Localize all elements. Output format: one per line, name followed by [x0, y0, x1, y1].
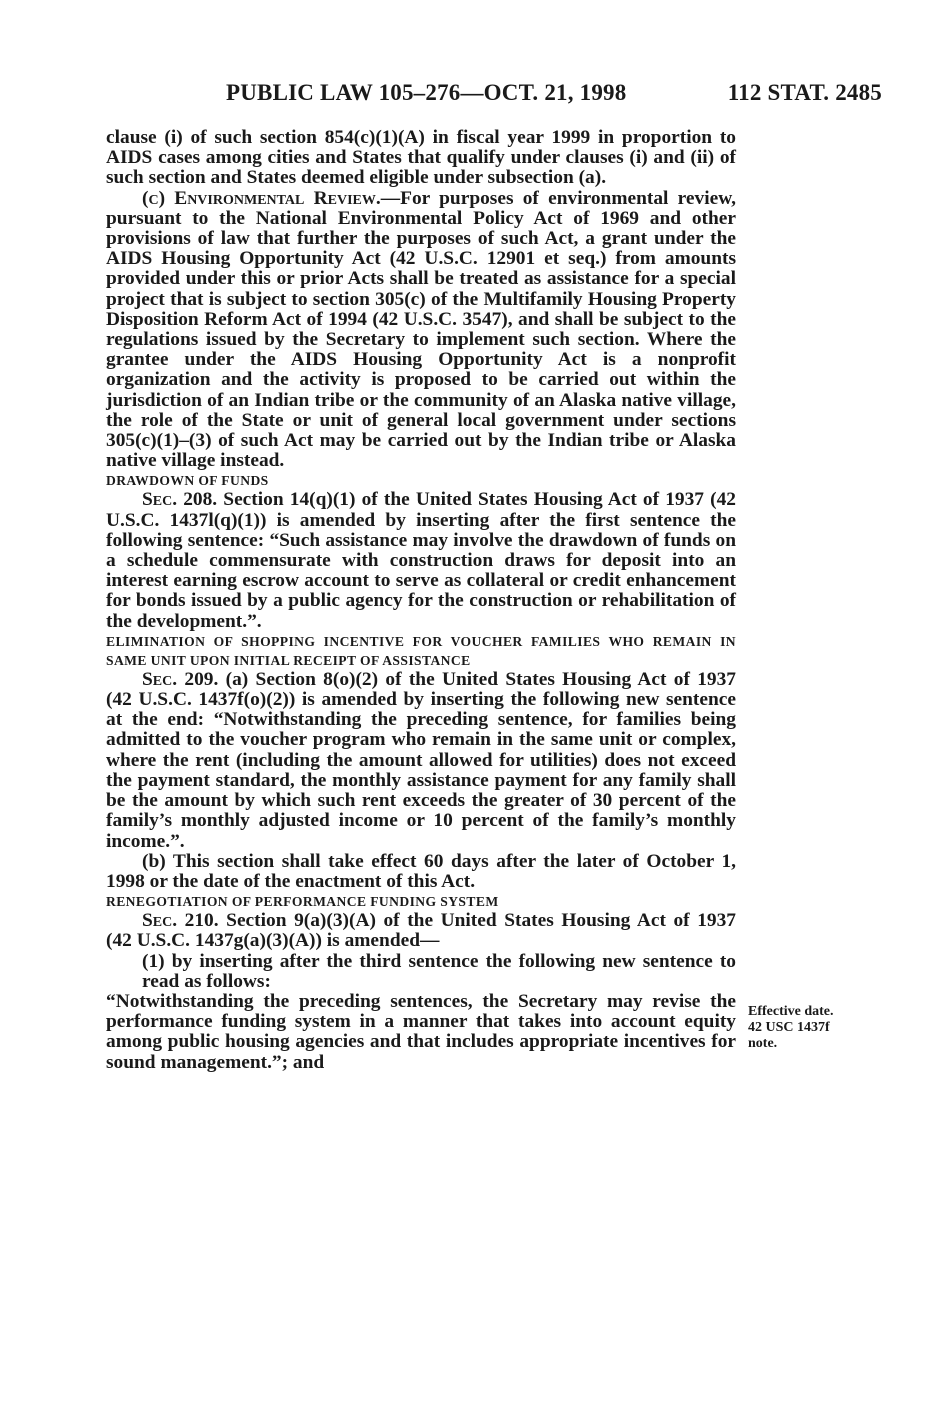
section-label: Sec. 210.: [142, 910, 219, 932]
subsection-text: —For purposes of environmental review, pursuant to the National Environmental Policy Act of 1969 and other provisions of law that further the purposes of such Act, a grant under the AIDS Housing Opportunity Act (42 U.S.C. 12901 et seq.) from amounts provided under this or prior Acts shall be treated as assistance for a special project that is subject to section 305(c) of the Multifamily Housing Property Disposition Reform Act of 1994 (42 U.S.C. 3547), and shall be subject to the regulations issued by the Secretary to implement such section. Where the grantee under the AIDS Housing Opportunity Act is a nonprofit organization and the activity is proposed to be carried out within the jurisdiction of an Indian tribe or the community of an Alaska native village, the role of the State or unit of general local government under sections 305(c)(1)–(3) of such Act may be carried out by the Indian tribe or Alaska native village instead.: [106, 187, 736, 472]
section-210: [106, 911, 736, 951]
section-208: [106, 490, 736, 631]
section-210-quoted-sentence: “Notwithstanding the preceding sentences, the Secretary may revise the performance funding system in a manner that takes into account equity among public housing agencies and that includes appropriate incentives for sound management.”; and: [106, 990, 736, 1073]
statute-page-number: 112 STAT. 2485: [727, 80, 882, 105]
paragraph-continuation: clause (i) of such section 854(c)(1)(A) in fiscal year 1999 in proportion to AIDS cases among cities and States that qualify under clauses (i) and (ii) of such section and States deemed eligible under subsection (a).: [106, 127, 736, 189]
margin-note: [748, 1004, 858, 1052]
section-text: Section 14(q)(1) of the United States Housing Act of 1937 (42 U.S.C. 1437l(q)(1)) is amended by inserting after the first sentence the following sentence: “Such assistance may involve the drawdown of funds on a schedule commensurate with construction draws for deposit into an interest earning escrow account to serve as collateral or credit enhancement for bonds issued by a public agency for the construction or rehabilitation of the development.”.: [106, 489, 736, 632]
section-heading-shopping-incentive: ELIMINATION OF SHOPPING INCENTIVE FOR VOUCHER FAMILIES WHO REMAIN IN SAME UNIT UPON INITIAL RECEIPT OF ASSISTANCE: [106, 633, 736, 668]
margin-note-line: Effective date.: [748, 1004, 834, 1019]
margin-note-line: 42 USC 1437f: [748, 1020, 830, 1035]
margin-note-line: note.: [748, 1036, 778, 1051]
subsection-label: (c) Environmental Review.: [142, 187, 381, 209]
section-heading-renegotiation: RENEGOTIATION OF PERFORMANCE FUNDING SYSTEM: [106, 894, 499, 910]
section-209: [106, 670, 736, 852]
section-text: (a) Section 8(o)(2) of the United States Housing Act of 1937 (42 U.S.C. 1437f(o)(2)) is amended by inserting the following new sentence at the end: “Notwithstanding the preceding sentence, for families being admitted to the voucher program who remain in the same unit or complex, where the rent (including the amount allowed for utilities) does not exceed the payment standard, the monthly assistance payment for any family shall be the amount by which such rent exceeds the greater of 30 percent of the family’s monthly adjusted income or 10 percent of the family’s monthly income.”.: [106, 668, 736, 852]
running-head: [226, 80, 882, 110]
law-title: PUBLIC LAW 105–276—OCT. 21, 1998: [226, 80, 627, 105]
paragraph-environmental-review: [106, 189, 736, 472]
section-209-b: (b) This section shall take effect 60 days after the later of October 1, 1998 or the date of the enactment of this Act.: [106, 850, 736, 892]
section-label: Sec. 209.: [142, 668, 219, 690]
section-text: Section 9(a)(3)(A) of the United States Housing Act of 1937 (42 U.S.C. 1437g(a)(3)(A)) is amended—: [106, 910, 736, 952]
body-text: [106, 128, 736, 1073]
section-heading-drawdown: DRAWDOWN OF FUNDS: [106, 473, 269, 489]
section-210-item-1: (1) by inserting after the third sentence the following new sentence to read as follows:: [142, 950, 736, 992]
section-label: Sec. 208.: [142, 489, 218, 511]
